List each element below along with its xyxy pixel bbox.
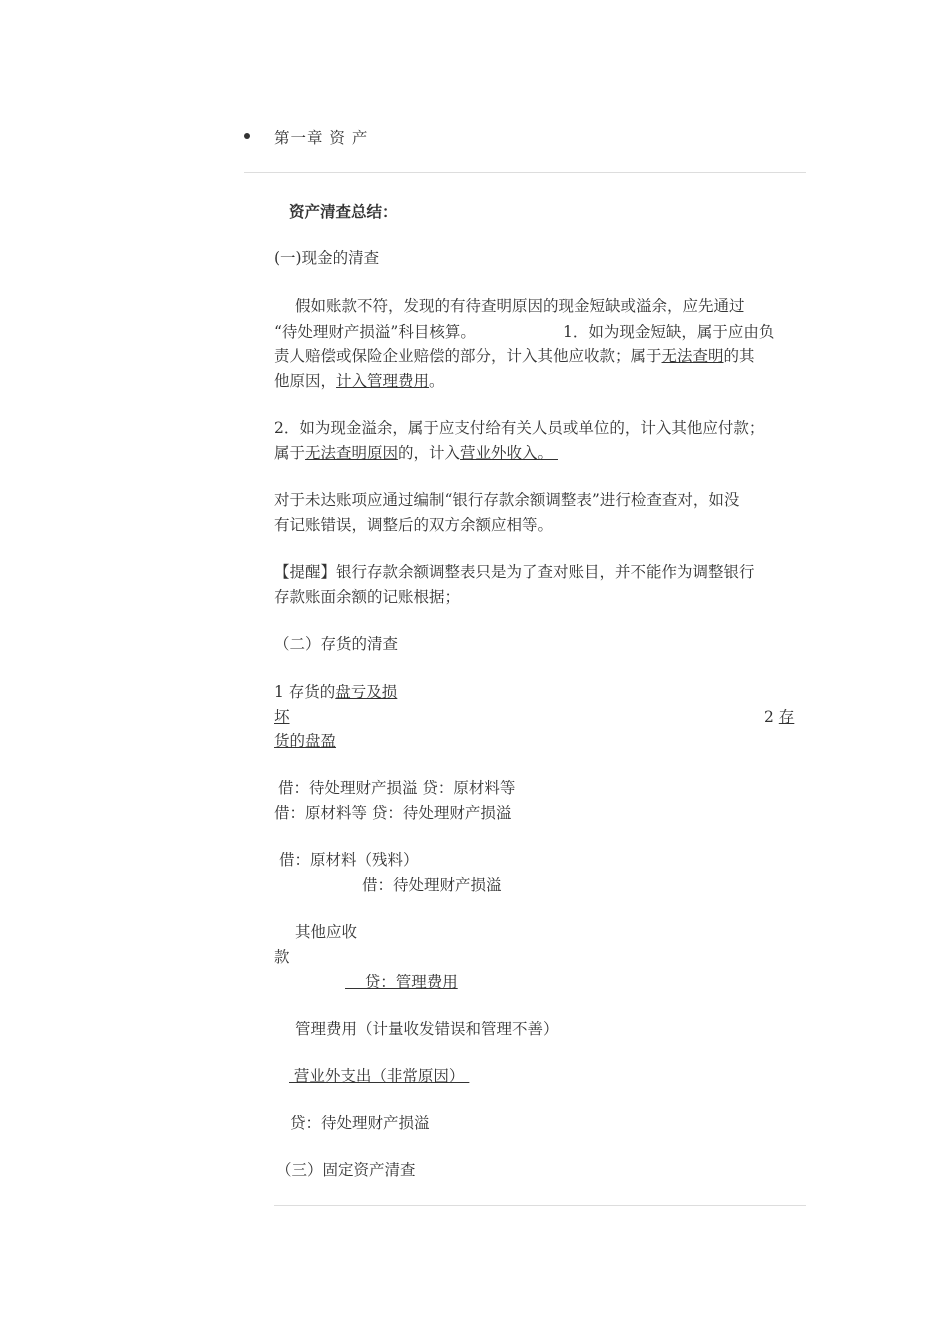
inventory-entry7: 管理费用（计量收发错误和管理不善） (295, 1020, 559, 1038)
inventory-item1-line1 (274, 680, 397, 702)
inventory-gain-link-b: 货的盘盈 (274, 732, 337, 750)
summary-title: 资产清查总结： (289, 202, 398, 221)
cash-p3-line1: 对于未达账项应通过编制“银行存款余额调整表”进行检查查对，如没 (274, 491, 740, 509)
inventory-item2-line1 (764, 705, 794, 727)
cash-admin-expense-link: 计入管理费用 (336, 372, 430, 390)
cash-p1-line4b: 。 (429, 372, 445, 390)
inventory-item1-prefix: 1 存货的 (274, 683, 336, 701)
cash-nonoperating-income-link: 营业外收入。 (460, 444, 558, 462)
inventory-heading: （二）存货的清查 (274, 635, 399, 653)
inventory-gain-link-a: 存 (778, 708, 795, 726)
cash-p2-line2a: 属于 (274, 444, 306, 462)
bottom-divider (274, 1205, 806, 1206)
cash-p1-line2a: “待处理财产损溢”科目核算。 (274, 323, 476, 341)
cash-p1-line3 (274, 344, 755, 366)
cash-heading: (一)现金的清查 (274, 249, 380, 267)
inventory-loss-link-b: 坏 (274, 708, 290, 726)
inventory-entry2: 借：原材料等 贷：待处理财产损溢 (274, 804, 512, 822)
inventory-entry3: 借：原材料（残料） (279, 851, 419, 869)
cash-p3-line2: 有记账错误，调整后的双方余额应相等。 (274, 516, 554, 534)
cash-p1-line4 (274, 369, 445, 391)
cash-p1-line4a: 他原因， (274, 372, 337, 390)
cash-p4-line2: 存款账面余额的记账根据； (274, 588, 461, 606)
inventory-loss-link-a: 盘亏及损 (335, 683, 398, 701)
inventory-entry5b: 款 (274, 948, 290, 966)
cash-unknown-cause-link: 无法查明原因 (305, 444, 399, 462)
top-divider (244, 172, 806, 173)
cash-unknown-reason-link: 无法查明 (661, 347, 724, 365)
inventory-entry5a: 其他应收 (295, 923, 358, 941)
cash-p1-line2b: 1．如为现金短缺，属于应由负 (563, 323, 775, 341)
cash-p1-line1: 假如账款不符，发现的有待查明原因的现金短缺或溢余，应先通过 (295, 297, 745, 315)
inventory-item2-prefix: 2 (764, 708, 779, 726)
fixed-assets-heading: （三）固定资产清查 (276, 1161, 416, 1179)
inventory-entry1: 借：待处理财产损溢 贷：原材料等 (278, 779, 516, 797)
inventory-entry8: 营业外支出（非常原因） (289, 1067, 470, 1085)
inventory-entry6: 贷：管理费用 (345, 973, 458, 991)
inventory-entry9: 贷：待处理财产损溢 (290, 1114, 430, 1132)
cash-p1-line3a: 责人赔偿或保险企业赔偿的部分，计入其他应收款；属于 (274, 347, 662, 365)
list-bullet (244, 133, 250, 139)
chapter-title: 第一章 资 产 (274, 129, 369, 147)
cash-p2-line2b: 的，计入 (398, 444, 461, 462)
cash-p2-line2 (274, 441, 558, 463)
cash-p1-line3b: 的其 (723, 347, 755, 365)
inventory-entry4: 借：待处理财产损溢 (362, 876, 502, 894)
cash-p2-line1: 2．如为现金溢余，属于应支付给有关人员或单位的，计入其他应付款； (274, 419, 765, 437)
cash-p4-line1: 【提醒】银行存款余额调整表只是为了查对账目，并不能作为调整银行 (274, 563, 755, 581)
